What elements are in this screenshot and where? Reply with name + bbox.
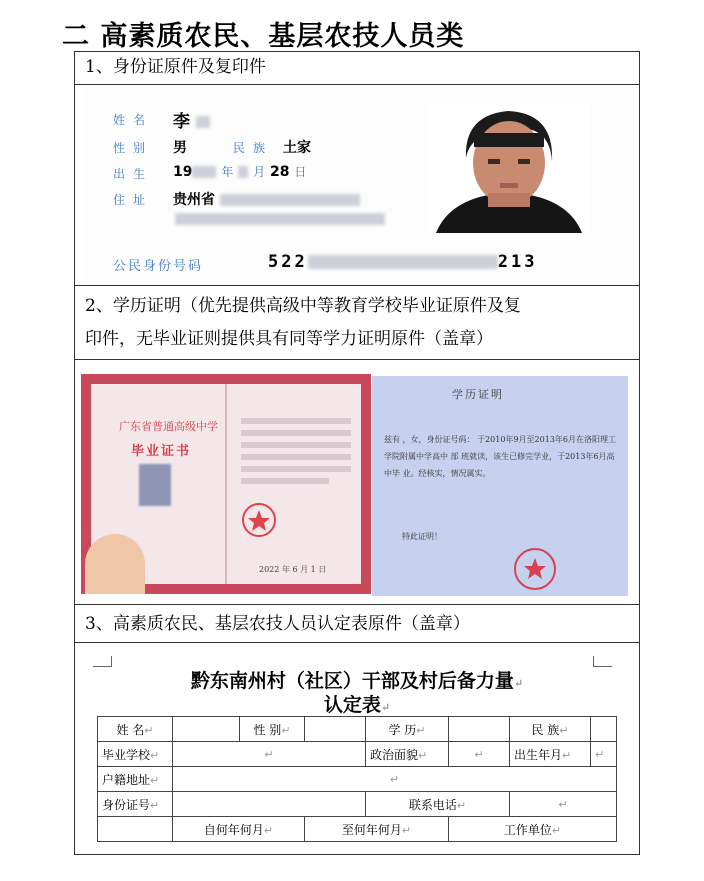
cell-birth-label: 出生年月↵ bbox=[510, 742, 591, 767]
cell-to-label: 至何年何月↵ bbox=[305, 817, 449, 842]
form-table: 姓 名↵ 性 别↵ 学 历↵ 民 族↵ 毕业学校↵ ↵ 政治面貌↵ ↵ 出生年月↵ ↵ 户籍地址↵ ↵ 身份证号↵ 联系电话↵ ↵ 自何年何月↵ 至何年何月↵ 工作单位↵ bbox=[97, 716, 617, 842]
cert-date: 2022 年 6 月 1 日 bbox=[259, 565, 327, 574]
graduation-certificate-photo bbox=[81, 374, 371, 594]
letter-body: 兹有 ，女，身份证号码： 于2010年9月至2013年6月在洛阳理工学院附属中学高中 部 班就读，该生已修完学业，于2013年6月高中毕 业。经核实，情况属实。 bbox=[384, 435, 616, 478]
cell-idnum-label: 身份证号↵ bbox=[98, 792, 173, 817]
section-3-title: 3、高素质农民、基层农技人员认定表原件（盖章） bbox=[75, 605, 639, 643]
letter-stamp-icon bbox=[512, 546, 558, 592]
id-gender-label: 性别 bbox=[113, 141, 154, 155]
form-title-line2: 认定表↵ bbox=[323, 694, 391, 716]
id-address-label: 住址 bbox=[113, 193, 154, 207]
education-certificate-letter-photo bbox=[372, 376, 628, 596]
page-title: 二 高素质农民、基层农技人员类 bbox=[62, 21, 465, 52]
id-card-image bbox=[75, 85, 639, 286]
id-portrait-photo bbox=[428, 103, 590, 233]
id-name-label: 姓名 bbox=[113, 113, 154, 127]
cert-title: 毕业证书 bbox=[131, 444, 192, 459]
id-address-redacted bbox=[175, 213, 385, 225]
section-2-title: 2、学历证明（优先提供高级中等教育学校毕业证原件及复 印件，无毕业证则提供具有同等学力证明原件（盖章） bbox=[75, 286, 639, 360]
id-number-label: 公民身份号码 bbox=[113, 259, 204, 274]
cell-education-label: 学 历↵ bbox=[366, 717, 449, 742]
cell-phone-label: 联系电话↵ bbox=[366, 792, 510, 817]
hand-holding-certificate bbox=[85, 534, 145, 594]
cell-domicile-label: 户籍地址↵ bbox=[98, 767, 173, 792]
section-1-title: 1、身份证原件及复印件 bbox=[75, 52, 639, 85]
cell-gender-label: 性 别↵ bbox=[240, 717, 305, 742]
letter-ending: 特此证明！ bbox=[402, 532, 442, 541]
cert-photo bbox=[139, 464, 171, 506]
cert-stamp-icon bbox=[241, 502, 277, 538]
id-ethnic-label: 民族 bbox=[233, 141, 274, 155]
id-card bbox=[83, 89, 631, 281]
letter-title: 学历证明 bbox=[452, 388, 504, 401]
cell-from-label: 自何年何月↵ bbox=[173, 817, 305, 842]
id-name-value: 李 bbox=[173, 107, 210, 132]
cell-ethnic-label: 民 族↵ bbox=[510, 717, 591, 742]
id-number-value: 522 213 bbox=[268, 252, 538, 272]
materials-table bbox=[74, 51, 640, 855]
cell-workplace-label: 工作单位↵ bbox=[449, 817, 617, 842]
id-birth-value: 19 年 月 28 日 bbox=[173, 164, 307, 180]
id-gender-value: 男 bbox=[173, 140, 187, 156]
id-address-value: 贵州省 bbox=[173, 189, 360, 209]
cell-school-label: 毕业学校↵ bbox=[98, 742, 173, 767]
recognition-form-image bbox=[75, 644, 639, 854]
form-title-line1: 黔东南州村（社区）干部及村后备力量↵ bbox=[190, 670, 524, 692]
id-birth-label: 出生 bbox=[113, 167, 154, 181]
cert-text-block bbox=[241, 412, 351, 490]
education-proof-images bbox=[75, 361, 639, 605]
id-ethnic-value: 土家 bbox=[283, 140, 311, 156]
cell-name-label: 姓 名↵ bbox=[98, 717, 173, 742]
cell-politics-label: 政治面貌↵ bbox=[366, 742, 449, 767]
cert-school-title: 广东省普通高级中学 bbox=[119, 420, 218, 433]
